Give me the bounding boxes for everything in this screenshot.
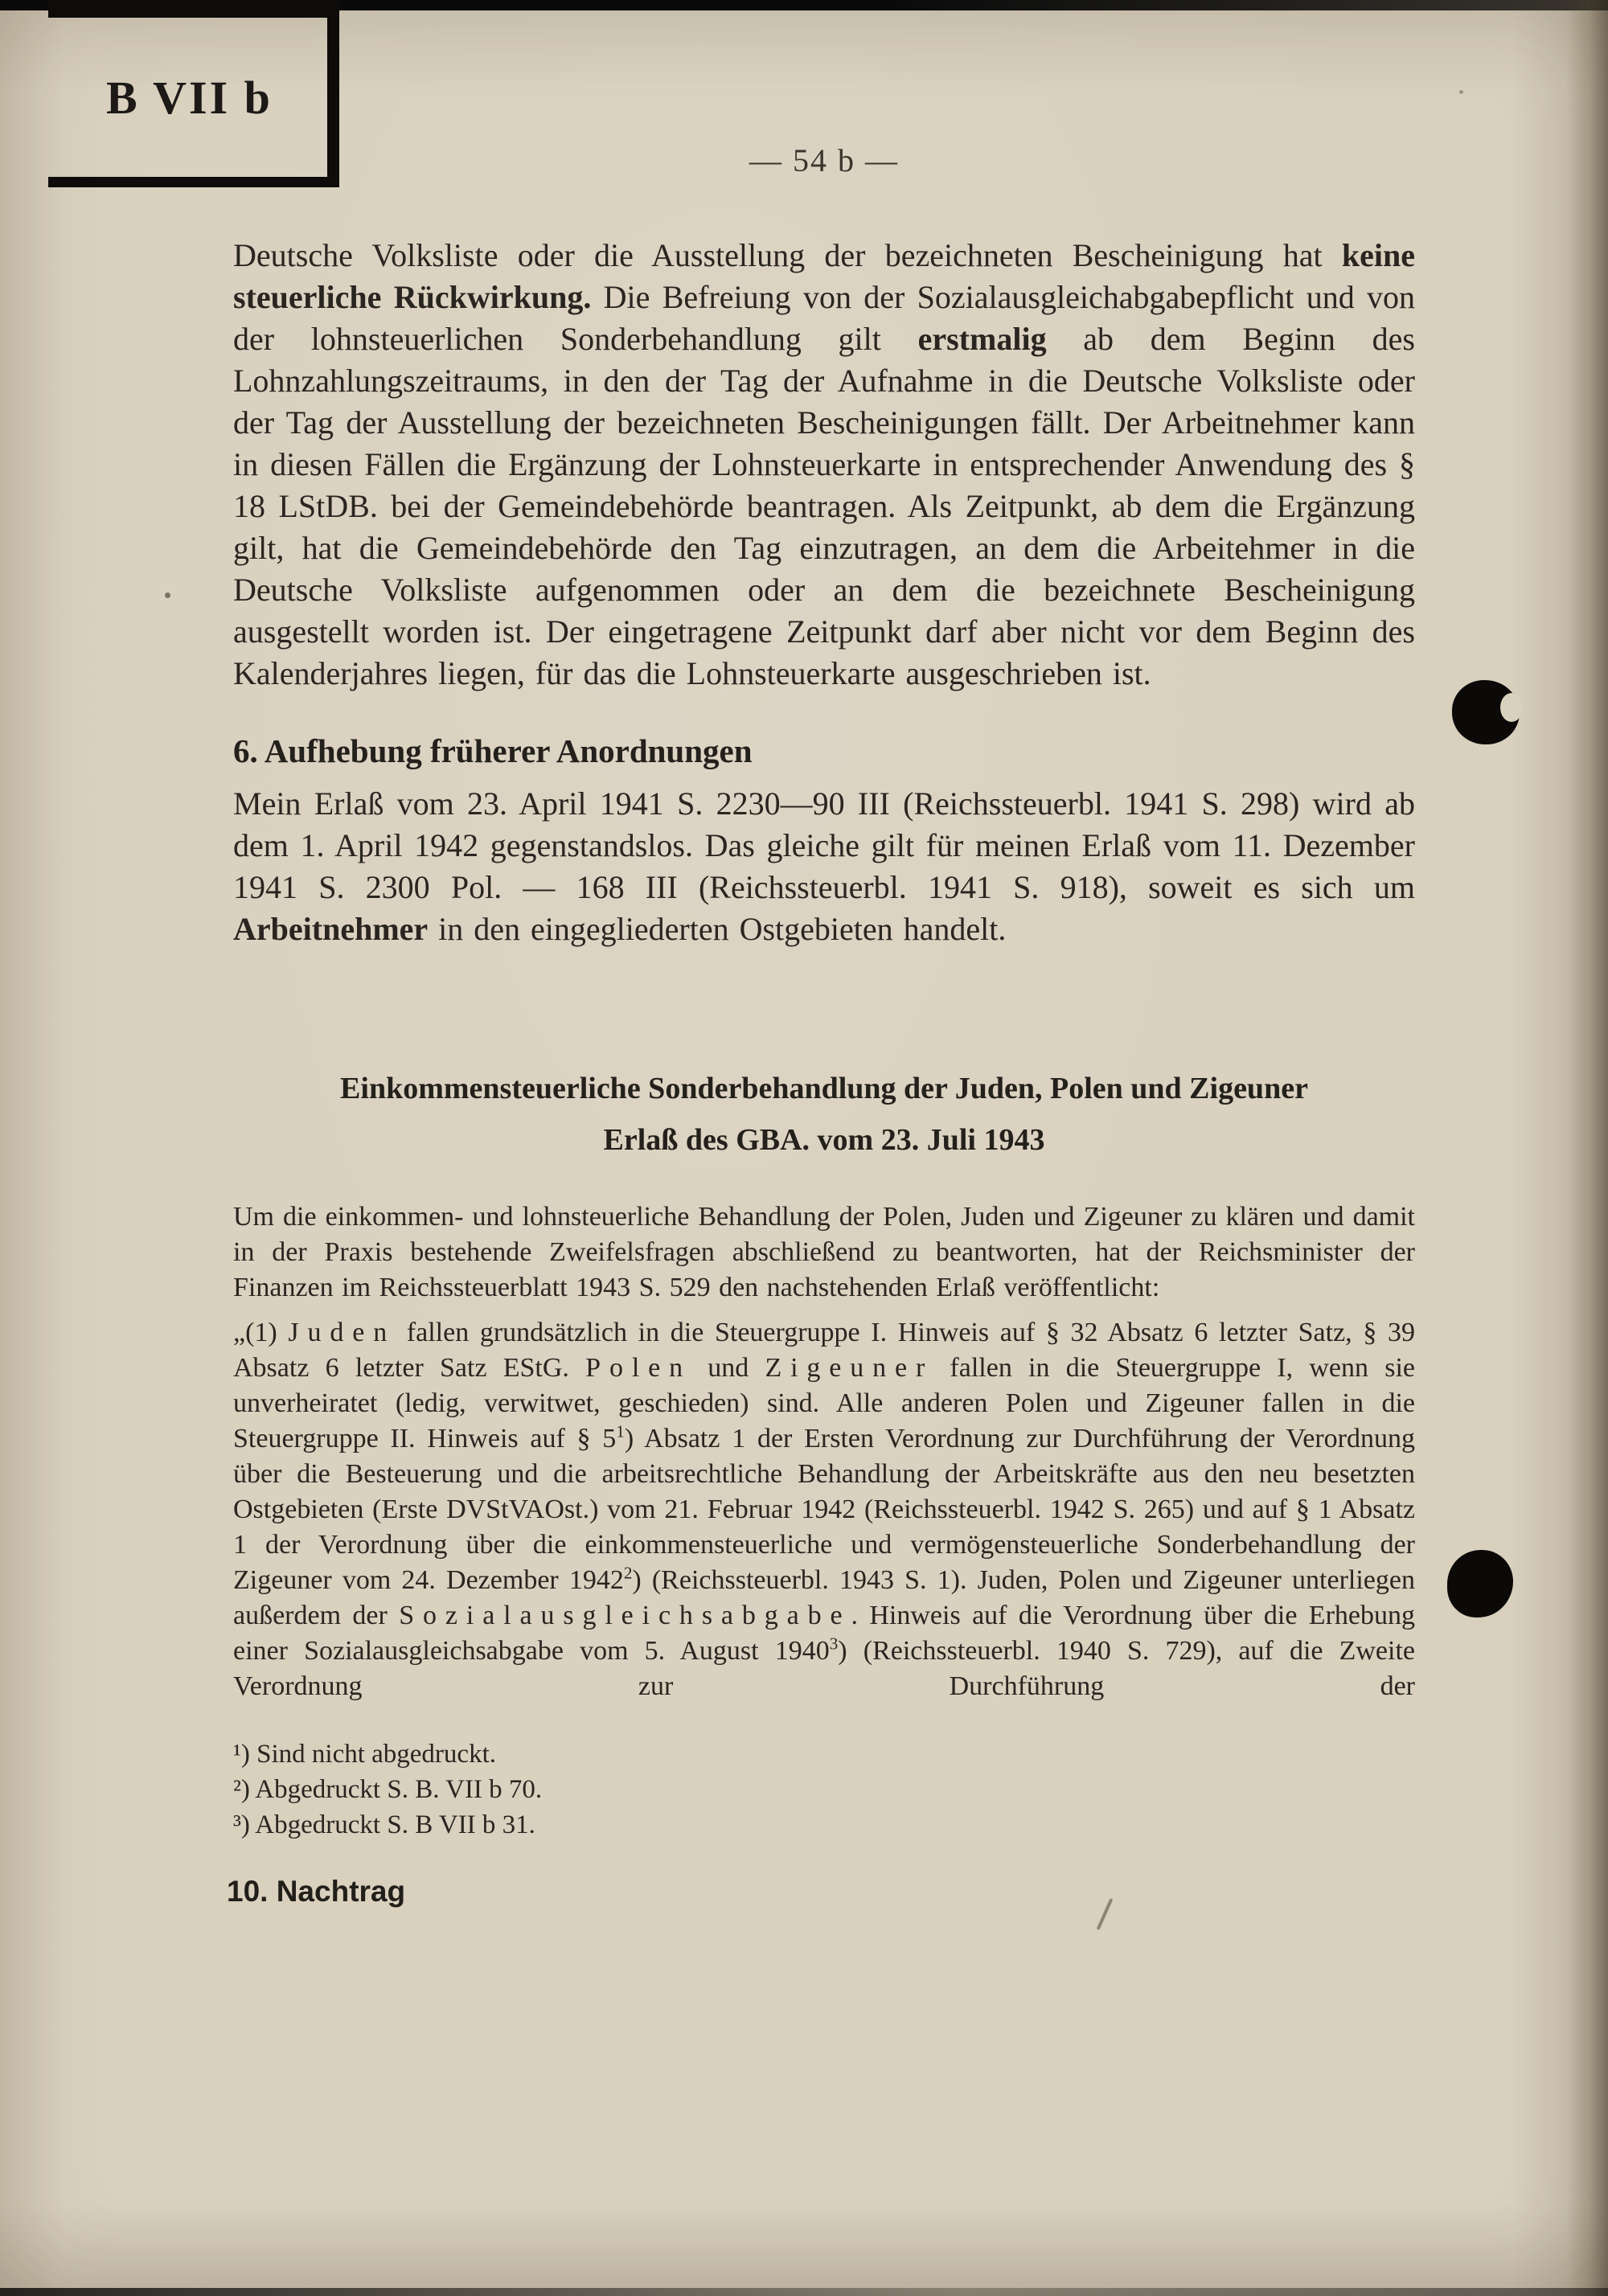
section-label: B VII b [106, 71, 273, 124]
decree-intro-paragraph: Um die einkommen- und lohnsteuerliche Behandlung der Polen, Juden und Zigeuner zu klären und damit in der Praxis bestehende Zweifelsfragen abschließend zu beantworten, hat der Reichsminister der Finanzen im Reichssteuerblatt 1943 S. 529 den nachstehenden Erlaß veröffentlicht: [233, 1202, 1415, 1302]
footnote-1: ¹) Sind nicht abgedruckt. [233, 1740, 496, 1769]
punch-hole-top [1452, 680, 1520, 744]
footnote-2: ²) Abgedruckt S. B. VII b 70. [233, 1775, 543, 1804]
section-heading: 6. Aufhebung früherer Anordnungen [233, 732, 753, 769]
decree-quote-paragraph: „(1) Juden fallen grundsätzlich in die Steuergruppe I. Hinweis auf § 32 Absatz 6 letzter Satz, § 39 Absatz 6 letzter Satz EStG. Polen und Zigeuner fallen in die Steuergruppe I, wenn sie unverheiratet (ledig, verwitwet, geschieden) sind. Alle anderen Polen und Zigeuner fallen in die Steuergruppe II. Hinweis auf § $5^1$) Absatz 1 der Ersten Verordnung zur Durchführung der Verordnung über die Besteuerung und die arbeitsrechtliche Behandlung der Arbeitskräfte aus den neu besetzten Ostgebieten (Erste DVStVAOst.) vom 21. Februar 1942 (Reichssteuerbl. 1942 S. 265) und auf § 1 Absatz 1 der Verordnung über die einkommensteuerliche und vermögensteuerliche Sonderbehandlung der Zigeuner vom 24. Dezember 1942$^2$) (Reichssteuerbl. 1943 S. 1). Juden, Polen und Zigeuner unterliegen außerdem der Sozialausgleichsabgabe. Hinweis auf die Verordnung über die Erhebung einer Sozialausgleichsabgabe vom 5. August 1940$^3$) (Reichssteuerbl. 1940 S. 729), auf die Zweite Verordnung zur Durchführung der [233, 1318, 1416, 1701]
scan-right-edge [1566, 0, 1608, 2296]
text-column [227, 235, 1416, 1909]
scan-speck [165, 592, 170, 598]
decree-title-line1: Einkommensteuerliche Sonderbehandlung der Juden, Polen und Zigeuner [340, 1072, 1308, 1105]
punch-hole-bottom [1447, 1550, 1513, 1617]
continuation-paragraph: Deutsche Volksliste oder die Ausstellung der bezeichneten Bescheinigung hat keine steuerliche Rückwirkung. Die Befreiung von der Sozialausgleichabgabepflicht und von der lohnsteuerlichen Sonderbehandlung gilt erstmalig ab dem Beginn des Lohnzahlungszeitraums, in den der Tag der Aufnahme in die Deutsche Volksliste oder der Tag der Ausstellung der bezeichneten Bescheinigungen fällt. Der Arbeitnehmer kann in diesen Fällen die Ergänzung der Lohnsteuerkarte in entsprechender Anwendung des § 18 LStDB. bei der Gemeindebehörde beantragen. Als Zeitpunkt, ab dem die Ergänzung gilt, hat die Gemeindebehörde den Tag einzutragen, an dem die Arbeitehmer in die Deutsche Volksliste aufgenommen oder an dem die bezeichnete Bescheinigung ausgestellt worden ist. Der eingetragene Zeitpunkt darf aber nicht vor dem Beginn des Kalenderjahres liegen, für das die Lohnsteuerkarte ausgeschrieben ist. [233, 237, 1416, 691]
footnotes [233, 1736, 1415, 1843]
nachtrag-label: 10. Nachtrag [227, 1875, 406, 1908]
page-number: — 54 b — [749, 142, 899, 178]
scan-bottom-edge [0, 2288, 1608, 2296]
footnote-3: ³) Abgedruckt S. B VII b 31. [233, 1810, 535, 1839]
decree-title-line2: Erlaß des GBA. vom 23. Juli 1943 [603, 1123, 1045, 1157]
punch-hole-chad [1500, 693, 1523, 722]
scan-speck [1459, 90, 1463, 94]
decree-title [233, 1063, 1415, 1166]
repeal-paragraph: Mein Erlaß vom 23. April 1941 S. 2230—90 III (Reichssteuerbl. 1941 S. 298) wird ab dem 1. April 1942 gegenstandslos. Das gleiche gilt für meinen Erlaß vom 11. Dezember 1941 S. 2300 Pol. — 168 III (Reichssteuerbl. 1941 S. 918), soweit es sich um Arbeitnehmer in den eingegliederten Ostgebieten handelt. [233, 785, 1415, 947]
